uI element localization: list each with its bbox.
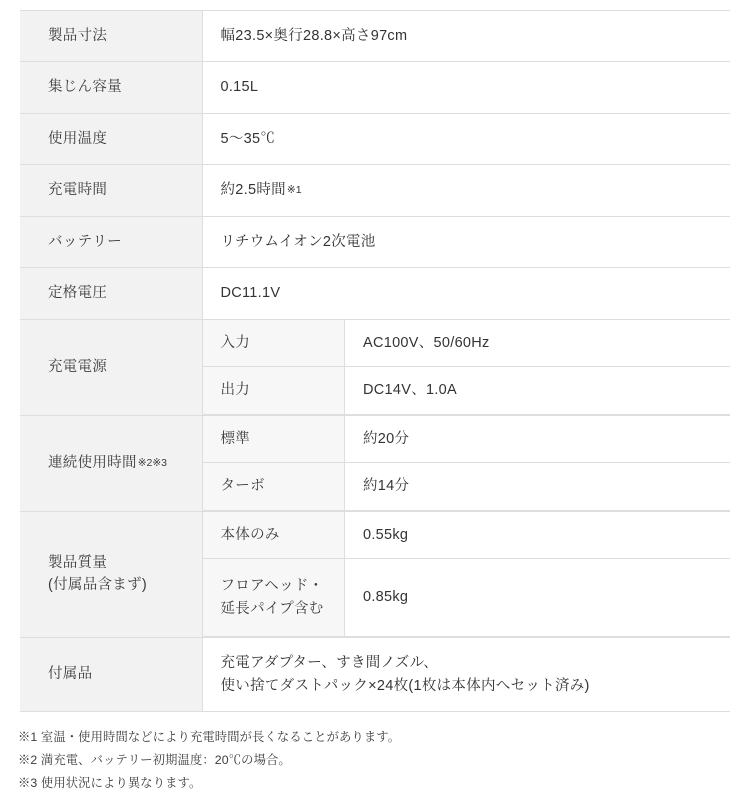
sub-label (203, 559, 345, 637)
row-nested (202, 415, 730, 511)
row-label: 製品寸法 (20, 11, 202, 62)
nested-row (203, 512, 731, 559)
sub-value: DC14V、1.0A (345, 367, 731, 414)
sub-label: 出力 (203, 367, 345, 414)
footnote-1: ※1 室温・使用時間などにより充電時間が長くなることがあります。 (18, 726, 750, 749)
table-row (20, 319, 730, 415)
row-value: 0.15L (202, 62, 730, 113)
row-label: バッテリー (20, 216, 202, 267)
row-label: 付属品 (20, 638, 202, 712)
sub-value: 0.85kg (345, 559, 731, 637)
table-row (20, 62, 730, 113)
row-label: 使用温度 (20, 113, 202, 164)
row-label-text: 製品質量 (48, 552, 202, 574)
sub-value: AC100V、50/60Hz (345, 320, 731, 367)
specifications-table (20, 10, 730, 712)
table-row (20, 113, 730, 164)
row-value: DC11.1V (202, 268, 730, 319)
footnote-2: ※2 満充電、バッテリー初期温度：20℃の場合。 (18, 749, 750, 772)
row-label-text: 連続使用時間 (48, 455, 137, 471)
nested-row (203, 559, 731, 637)
nested-row (203, 463, 731, 510)
row-value (202, 165, 730, 216)
row-label: 充電電源 (20, 319, 202, 415)
nested-row (203, 320, 731, 367)
row-label (20, 511, 202, 637)
sub-label: 入力 (203, 320, 345, 367)
row-value-line2: 使い捨てダストパック×24枚(1枚は本体内へセット済み) (221, 675, 719, 697)
table-row (20, 11, 730, 62)
footnote-marker: ※1 (286, 184, 302, 196)
sub-label: 本体のみ (203, 512, 345, 559)
sub-label: 標準 (203, 416, 345, 463)
spec-sheet (0, 10, 750, 760)
table-row (20, 268, 730, 319)
row-value: リチウムイオン2次電池 (202, 216, 730, 267)
row-label: 定格電圧 (20, 268, 202, 319)
sub-value: 約14分 (345, 463, 731, 510)
row-value: 幅23.5×奥行28.8×高さ97cm (202, 11, 730, 62)
table-row (20, 415, 730, 511)
nested-table (203, 416, 731, 511)
footnotes (18, 726, 750, 794)
nested-row (203, 416, 731, 463)
row-label: 充電時間 (20, 165, 202, 216)
sub-value: 0.55kg (345, 512, 731, 559)
row-value-line1: 充電アダプター、すき間ノズル、 (221, 652, 719, 674)
row-value: 5〜35℃ (202, 113, 730, 164)
sub-label: ターボ (203, 463, 345, 510)
table-row (20, 511, 730, 637)
row-value (202, 638, 730, 712)
row-label-subtext: (付属品含まず) (48, 574, 202, 596)
sub-label-line1: フロアヘッド・ (221, 575, 345, 597)
sub-value: 約20分 (345, 416, 731, 463)
table-row (20, 638, 730, 712)
row-nested (202, 319, 730, 415)
row-nested (202, 511, 730, 637)
row-value-text: 約2.5時間 (221, 182, 286, 198)
sub-label-line2: 延長パイプ含む (221, 598, 345, 620)
table-row (20, 165, 730, 216)
footnote-3: ※3 使用状況により異なります。 (18, 772, 750, 794)
row-label: 集じん容量 (20, 62, 202, 113)
row-label (20, 415, 202, 511)
footnote-marker: ※2※3 (137, 457, 167, 469)
nested-table (203, 512, 731, 637)
nested-table (203, 320, 731, 415)
nested-row (203, 367, 731, 414)
table-row (20, 216, 730, 267)
